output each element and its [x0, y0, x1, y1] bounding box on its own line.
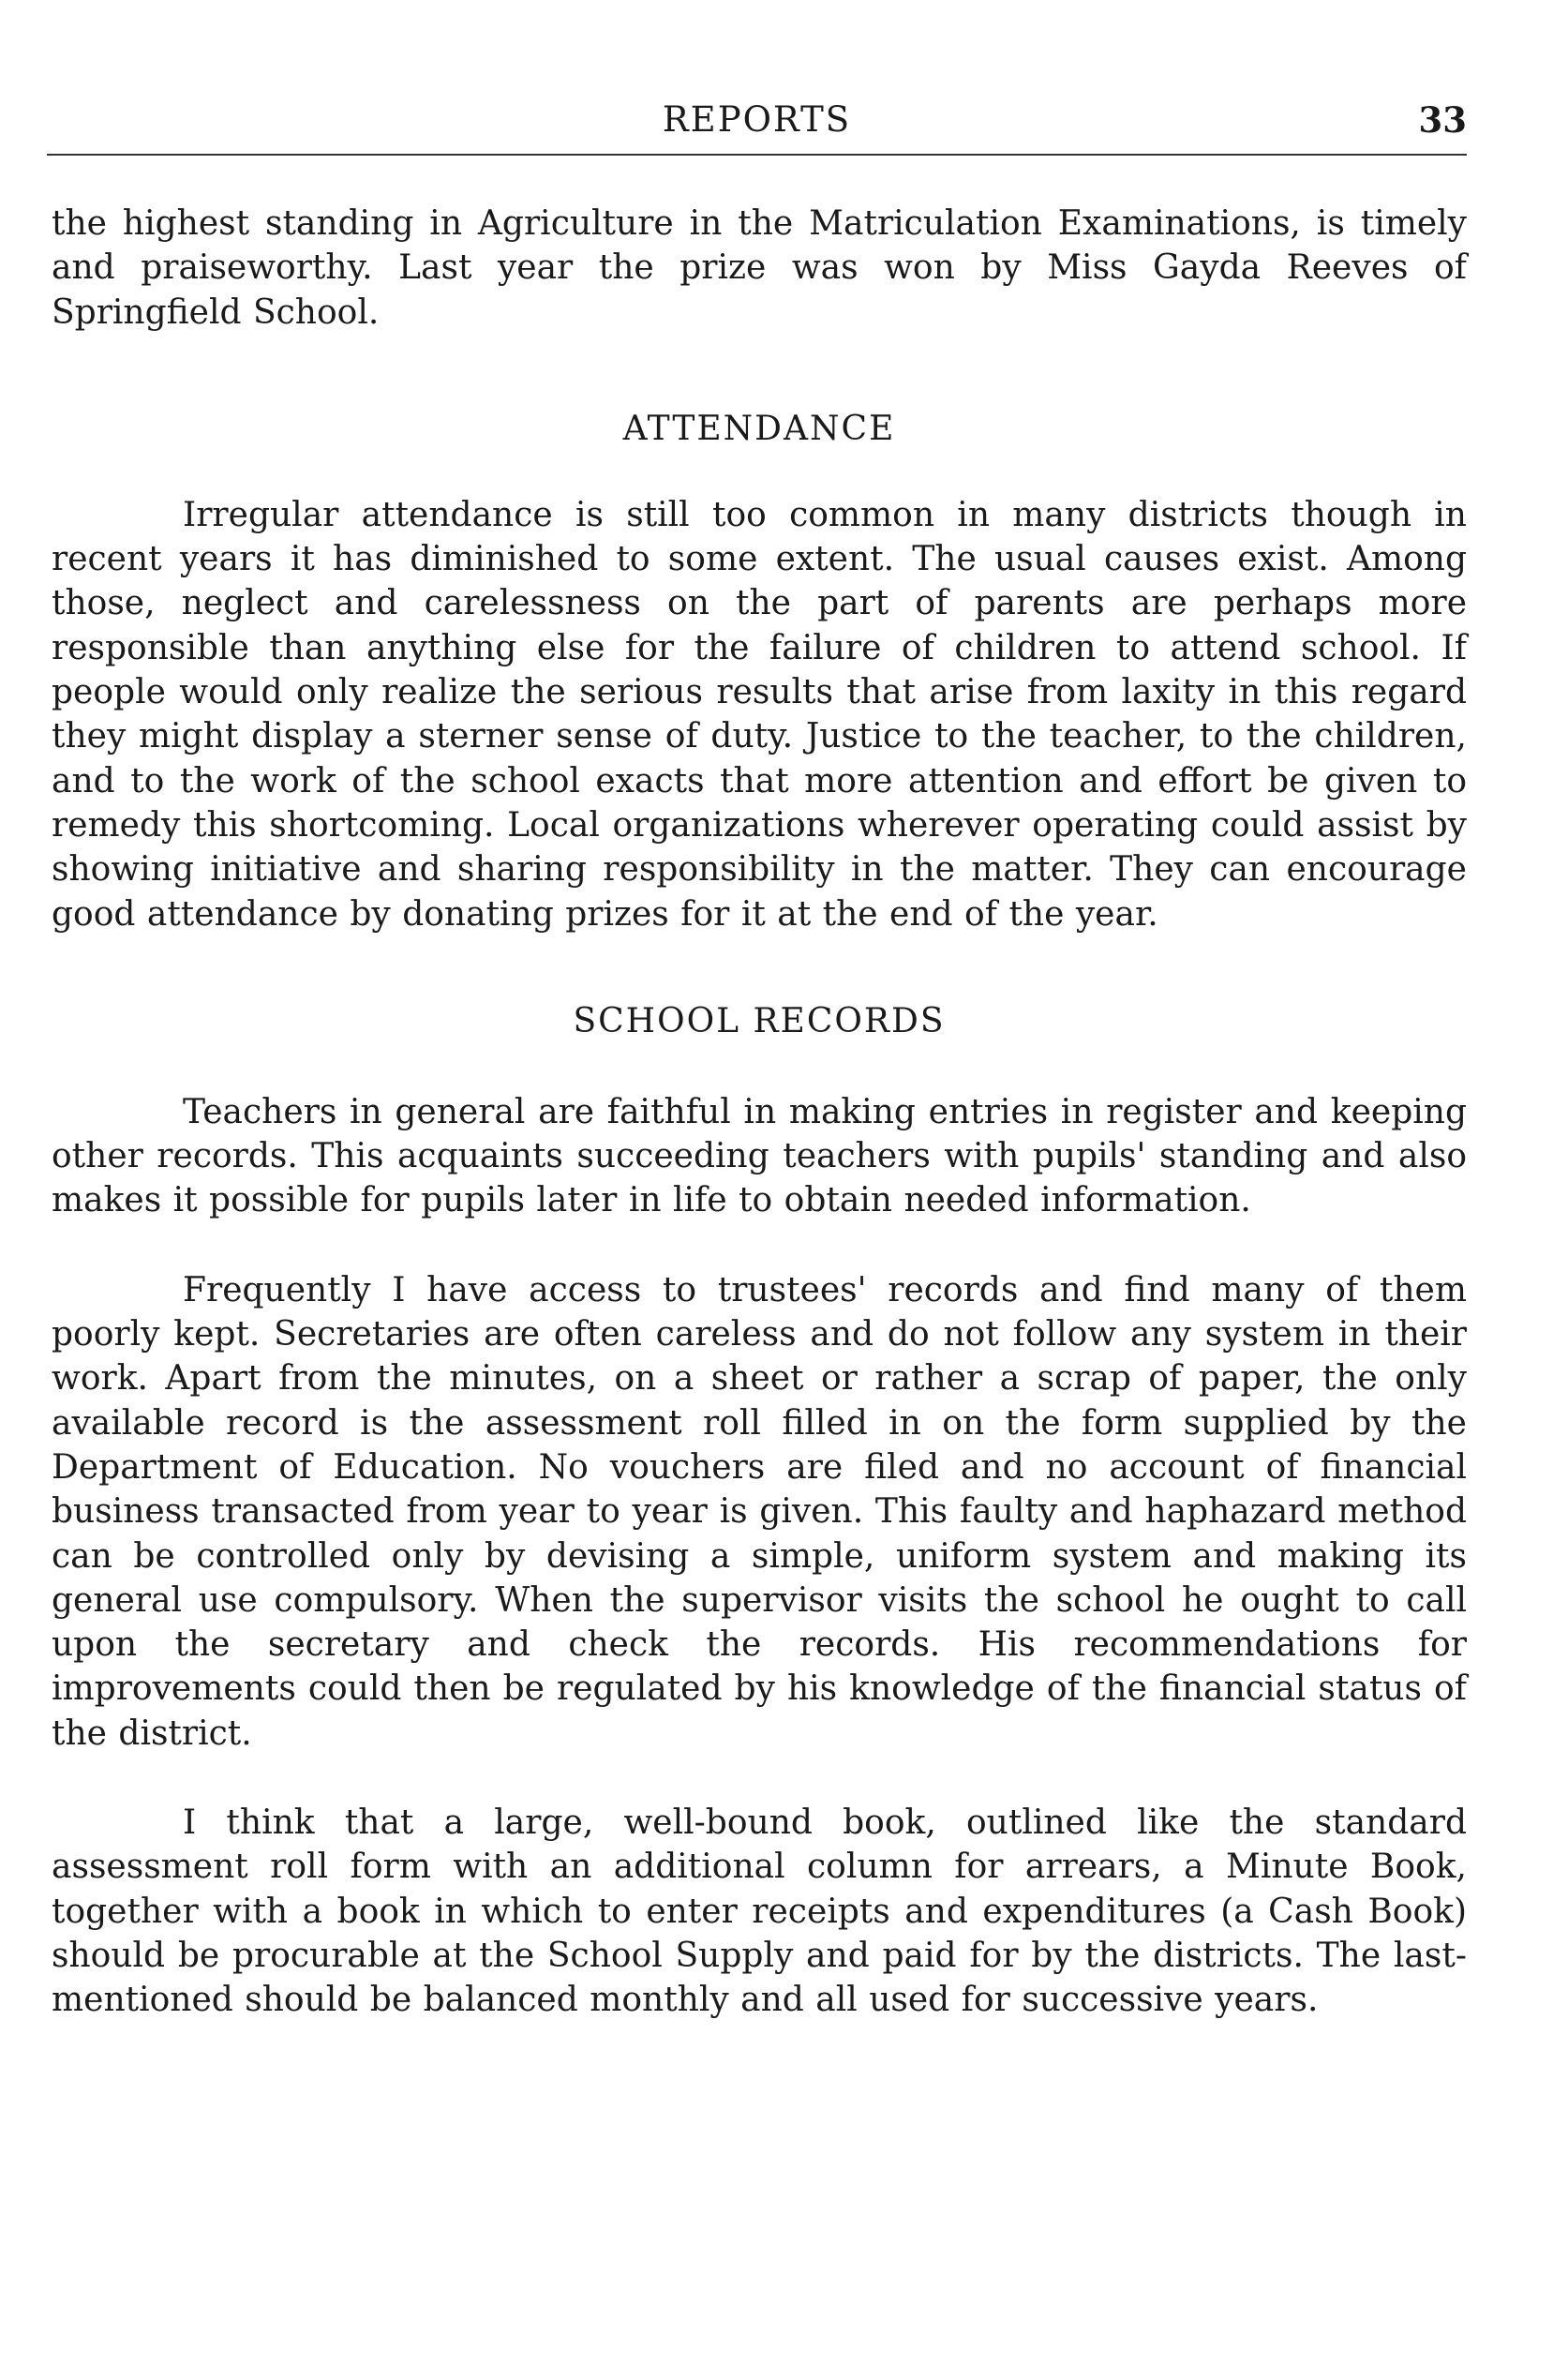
- continuation-paragraph: the highest standing in Agriculture in the Matriculation Examinations, is timely and praiseworthy. Last year the prize was won by Miss Gayda Reeves of Springfield School.: [52, 204, 1467, 332]
- body-text: [52, 202, 1467, 2023]
- records-paragraph-3: I think that a large, well-bound book, outlined like the standard assessment roll form with an additional column for arrears, a Minute Book, together with a book in which to enter receipts and expenditures (a Cash Book) should be procurable at the School Supply and paid for by the districts. The last-mentioned should be balanced monthly and all used for successive years.: [52, 1803, 1467, 2020]
- records-paragraph-1: Teachers in general are faithful in making entries in register and keeping other records. This acquaints succeeding teachers with pupils' standing and also makes it possible for pupils later in life to obtain needed information.: [52, 1092, 1467, 1220]
- running-head: REPORTS: [662, 99, 852, 140]
- page-number: 33: [1418, 99, 1467, 141]
- section-heading-attendance: ATTENDANCE: [622, 409, 896, 448]
- header-rule: [47, 154, 1467, 156]
- attendance-paragraph: Irregular attendance is still too common in many districts though in recent years it has diminished to some extent. The usual causes exist. Among those, neglect and carelessness on the part of parents are perhaps more responsible than anything else for the failure of children to attend school. If people would only realize the serious results that arise from laxity in this regard they might display a sterner sense of duty. Justice to the teacher, to the children, and to the work of the school exacts that more attention and effort be given to remedy this shortcoming. Local organizations wherever operating could assist by showing initiative and sharing responsibility in the matter. They can encourage good attendance by donating prizes for it at the end of the year.: [52, 495, 1467, 934]
- page-header: [47, 94, 1467, 157]
- section-heading-school-records: SCHOOL RECORDS: [573, 1001, 946, 1040]
- records-paragraph-2: Frequently I have access to trustees' records and find many of them poorly kept. Secretaries are often careless and do not follow any system in their work. Apart from the minutes, on a sheet or rather a scrap of paper, the only available record is the assessment roll filled in on the form supplied by the Department of Education. No vouchers are filed and no account of financial business transacted from year to year is given. This faulty and haphazard method can be controlled only by devising a simple, uniform system and making its general use compulsory. When the supervisor visits the school he ought to call upon the secretary and check the records. His recommendations for improvements could then be regulated by his knowledge of the financial status of the district.: [52, 1270, 1467, 1753]
